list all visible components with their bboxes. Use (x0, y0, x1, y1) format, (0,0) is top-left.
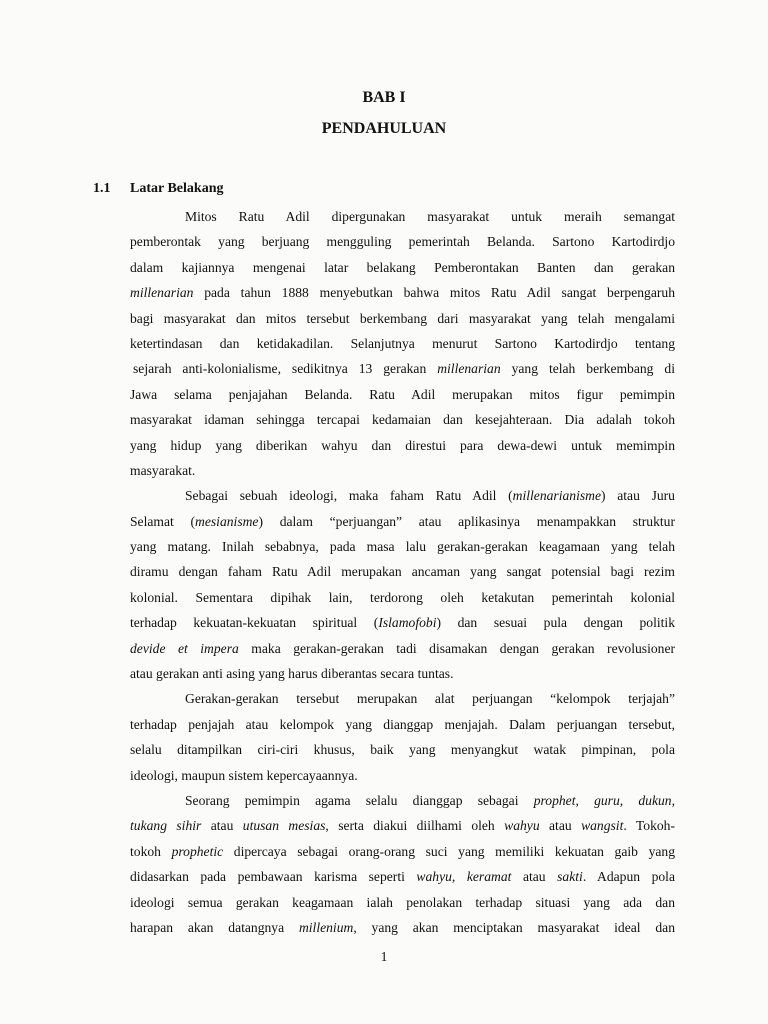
section-heading (93, 181, 223, 197)
text-line: pemberontak yang berjuang mengguling pemerintah Belanda. Sartono Kartodirdjo (130, 234, 675, 250)
chapter-heading: BAB I (362, 89, 406, 106)
text-line: terhadap kekuatan-kekuatan spiritual (Islamofobi) dan sesuai pula dengan politik (130, 615, 675, 631)
text-line: didasarkan pada pembawaan karisma seperti wahyu, keramat atau sakti. Adapun pola (130, 869, 675, 885)
page-number: 1 (380, 949, 388, 964)
text-line: Mitos Ratu Adil dipergunakan masyarakat untuk meraih semangat (185, 209, 675, 224)
text-line: kolonial. Sementara dipihak lain, terdorong oleh ketakutan pemerintah kolonial (130, 589, 675, 605)
chapter-title: PENDAHULUAN (321, 120, 447, 137)
text-line: tukang sihir atau utusan mesias, serta diakui diilhami oleh wahyu atau wangsit. Tokoh- (130, 818, 675, 834)
section-title: Latar Belakang (130, 181, 224, 196)
text-line: dalam kajiannya mengenai latar belakang Pemberontakan Banten dan gerakan (130, 259, 675, 275)
text-line: Selamat (mesianisme) dalam “perjuangan” atau aplikasinya menampakkan struktur (130, 513, 675, 529)
section-number: 1.1 (93, 181, 111, 196)
text-line: Jawa selama penjajahan Belanda. Ratu Adil merupakan mitos figur pemimpin (130, 386, 675, 402)
text-line: Seorang pemimpin agama selalu dianggap sebagai prophet, guru, dukun, (185, 792, 675, 808)
text-line: millenarian pada tahun 1888 menyebutkan bahwa mitos Ratu Adil sangat berpengaruh (130, 285, 675, 301)
text-line: harapan akan datangnya millenium, yang akan menciptakan masyarakat ideal dan (130, 919, 675, 935)
text-line: terhadap penjajah atau kelompok yang dianggap menjajah. Dalam perjuangan tersebut, (130, 716, 675, 732)
text-line: ketertindasan dan ketidakadilan. Selanjutnya menurut Sartono Kartodirdjo tentang (130, 335, 675, 351)
text-line: masyarakat. (130, 462, 196, 478)
text-line: Gerakan-gerakan tersebut merupakan alat perjuangan “kelompok terjajah” (185, 691, 675, 707)
text-line: Sebagai sebuah ideologi, maka faham Ratu Adil (millenarianisme) atau Juru (185, 488, 675, 504)
text-line: devide et impera maka gerakan-gerakan tadi disamakan dengan gerakan revolusioner (130, 640, 676, 656)
text-line: ideologi, maupun sistem kepercayaannya. (130, 767, 358, 783)
body-text (130, 204, 675, 940)
text-line: ideologi semua gerakan keagamaan ialah penolakan terhadap situasi yang ada dan (130, 894, 675, 910)
text-line: diramu dengan faham Ratu Adil merupakan ancaman yang sangat potensial bagi rezim (130, 564, 675, 580)
text-line: atau gerakan anti asing yang harus diberantas secara tuntas. (130, 666, 454, 682)
text-line: tokoh prophetic dipercaya sebagai orang-orang suci yang memiliki kekuatan gaib yang (130, 843, 675, 859)
text-line: masyarakat idaman sehingga tercapai kedamaian dan kesejahteraan. Dia adalah tokoh (130, 412, 675, 428)
text-line: yang hidup yang diberikan wahyu dan direstui para dewa-dewi untuk memimpin (130, 437, 675, 453)
text-line: yang matang. Inilah sebabnya, pada masa lalu gerakan-gerakan keagamaan yang telah (130, 539, 675, 555)
text-line: bagi masyarakat dan mitos tersebut berkembang dari masyarakat yang telah mengalami (130, 310, 675, 326)
text-line: sejarah anti-kolonialisme, sedikitnya 13 gerakan millenarian yang telah berkembang di (133, 361, 675, 377)
text-line: selalu ditampilkan ciri-ciri khusus, baik yang menyangkut watak pimpinan, pola (130, 742, 675, 758)
